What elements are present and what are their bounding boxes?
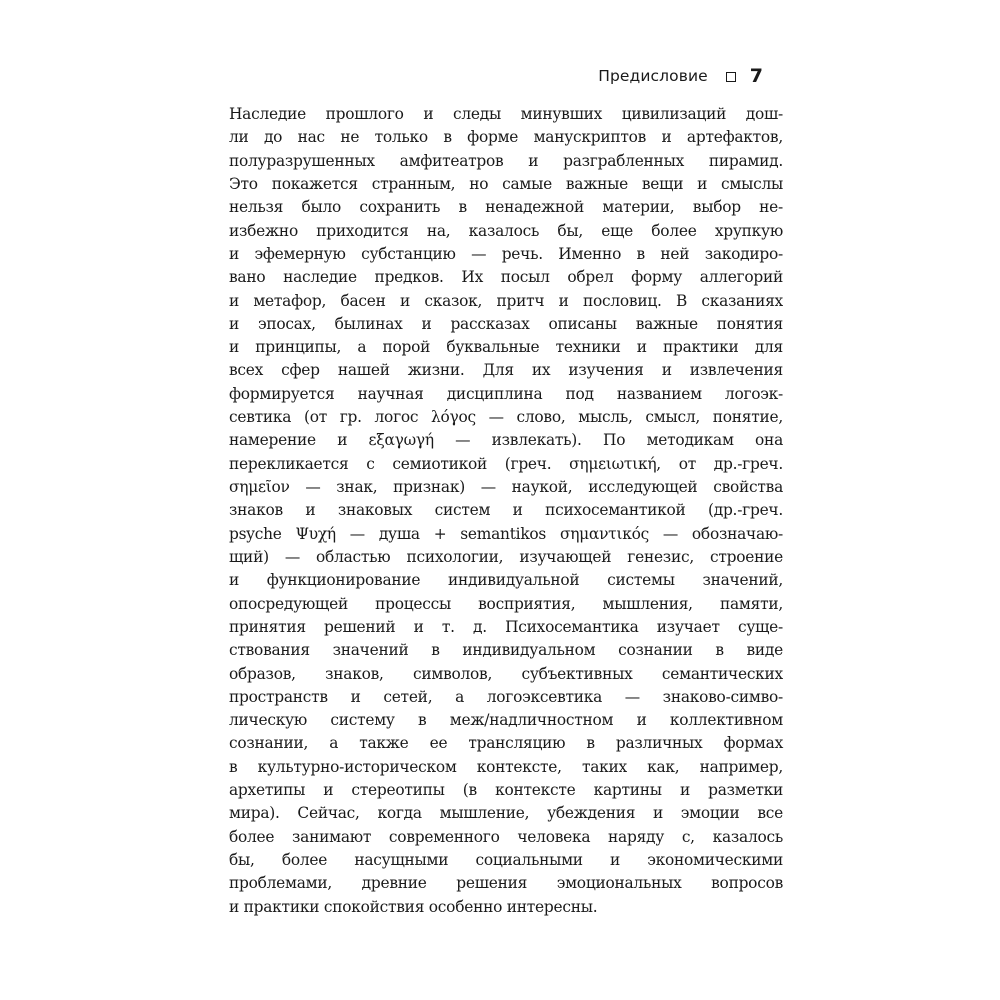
text-line: бы, более насущными социальными и экономическими <box>229 851 783 869</box>
text-line: архетипы и стереотипы (в контексте картины и разметки <box>229 781 783 800</box>
page-number: 7 <box>749 65 763 87</box>
text-line: избежно приходится на, казалось бы, еще более хрупкую <box>229 221 783 240</box>
text-line: и эпосах, былинах и рассказах описаны важные понятия <box>229 314 783 333</box>
text-line: перекликается с семиотикой (греч. σημειωτική, от др.-греч. <box>229 454 783 473</box>
text-line: щий) — областью психологии, изучающей генезис, строение <box>229 547 783 566</box>
body-paragraph <box>229 103 783 919</box>
text-line: более занимают современного человека наряду с, казалось <box>229 827 783 846</box>
text-line: Наследие прошлого и следы минувших цивилизаций дош- <box>229 105 783 123</box>
text-line: формируется научная дисциплина под названием логоэк- <box>229 384 783 403</box>
text-line: и принципы, а порой буквальные техники и практики для <box>229 338 783 357</box>
text-line: ли до нас не только в форме манускриптов и артефактов, <box>229 128 783 147</box>
text-line: опосредующей процессы восприятия, мышления, памяти, <box>229 594 783 613</box>
text-line: и эфемерную субстанцию — речь. Именно в ней закодиро- <box>229 244 783 263</box>
text-line: Это покажется странным, но самые важные вещи и смыслы <box>229 174 783 193</box>
text-line: знаков и знаковых систем и психосемантикой (др.-греч. <box>229 501 783 520</box>
text-line: всех сфер нашей жизни. Для их изучения и извлечения <box>229 361 783 380</box>
text-line: пространств и сетей, а логоэксевтика — знаково-симво- <box>229 687 783 706</box>
text-line: и метафор, басен и сказок, притч и пословиц. В сказаниях <box>229 291 783 310</box>
text-line: проблемами, древние решения эмоциональных вопросов <box>229 874 783 893</box>
section-title: Предисловие <box>598 67 708 85</box>
text-line: σημεῖον — знак, признак) — наукой, исследующей свойства <box>229 478 783 496</box>
text-line: сознании, а также ее трансляцию в различных формах <box>229 734 783 753</box>
text-line: мира). Сейчас, когда мышление, убеждения и эмоции все <box>229 804 783 823</box>
text-line: принятия решений и т. д. Психосемантика изучает суще- <box>229 617 783 636</box>
text-line: полуразрушенных амфитеатров и разграбленных пирамид. <box>229 151 783 170</box>
text-line: вано наследие предков. Их посыл обрел форму аллегорий <box>229 268 783 287</box>
text-line: psyche Ψυχή — душа + semantikos σημαντικός — обозначаю- <box>229 524 783 543</box>
text-line: и практики спокойствия особенно интересны. <box>229 897 598 916</box>
text-line: ствования значений в индивидуальном сознании в виде <box>229 641 783 660</box>
text-line: нельзя было сохранить в ненадежной материи, выбор не- <box>229 198 783 217</box>
text-line: образов, знаков, символов, субъективных семантических <box>229 664 783 683</box>
text-line: намерение и εξαγωγή — извлекать). По методикам она <box>229 431 783 450</box>
text-line: и функционирование индивидуальной системы значений, <box>229 571 783 590</box>
text-line: севтика (от гр. логос λόγος — слово, мысль, смысл, понятие, <box>229 408 783 427</box>
square-outline-icon <box>726 72 736 82</box>
text-line: в культурно-историческом контексте, таких как, например, <box>229 757 783 776</box>
running-head <box>598 62 763 90</box>
text-line: лическую систему в меж/надличностном и коллективном <box>229 711 783 730</box>
